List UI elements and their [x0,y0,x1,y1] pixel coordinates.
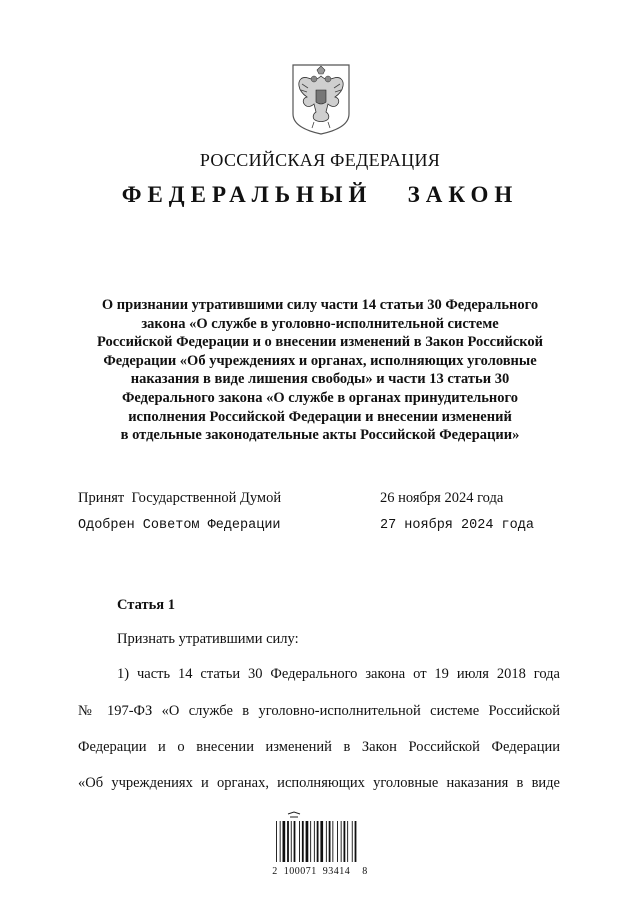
barcode [274,810,368,864]
barcode-bar [310,821,311,862]
barcode-bar [294,821,296,862]
barcode-bar [329,821,331,862]
barcode-bar [337,821,338,862]
article-heading: Статья 1 [117,597,175,613]
article-text-line: «Об учреждениях и органах, исполняющих уголовные наказания в виде [78,775,560,791]
article-intro: Признать утратившими силу: [117,631,299,647]
barcode-bar [280,821,281,862]
state-emblem-icon [290,62,352,136]
barcode-bar [306,821,309,862]
barcode-bar [276,821,277,862]
barcode-bar [344,821,346,862]
barcode-bar [317,821,319,862]
barcode-bar [287,821,289,862]
article-text-line: 1) часть 14 статьи 30 Федерального закона от 19 июля 2018 года [117,666,560,682]
barcode-bar [283,821,286,862]
barcode-bar [291,821,292,862]
country-name: РОССИЙСКАЯ ФЕДЕРАЦИЯ [199,150,441,170]
barcode-bar [299,821,300,862]
adopted-by-duma-label: Принят Государственной Думой [78,490,282,506]
title-line: исполнения Российской Федерации и внесении изменений [128,408,512,425]
barcode-bar [355,821,357,862]
barcode-bar [320,821,323,862]
title-line: Федерации «Об учреждениях и органах, исполняющих уголовные [103,352,537,369]
article-text-line: Федерации и о внесении изменений в Закон Российской Федерации [78,739,560,755]
barcode-bar [341,821,342,862]
document-type: ФЕДЕРАЛЬНЫЙ ЗАКОН [121,182,519,207]
barcode-bar [352,821,353,862]
title-line: в отдельные законодательные акты Российской Федерации» [120,427,520,444]
title-line: наказания в виде лишения свободы» и части 13 статьи 30 [130,371,510,388]
barcode-bar [347,821,348,862]
title-line: О признании утратившими силу части 14 статьи 30 Федерального [101,297,539,313]
article-text-line: № 197-ФЗ «О службе в уголовно-исполнительной системе Российской [78,703,560,719]
adopted-by-duma-date: 26 ноября 2024 года [380,490,504,506]
approved-by-council-label: Одобрен Советом Федерации [78,518,281,533]
title-line: Федерального закона «О службе в органах принудительного [121,389,519,406]
barcode-bar [332,821,333,862]
barcode-logo-icon [288,812,300,817]
barcode-number: 2 100071 93414 8 [272,866,368,877]
barcode-bar [326,821,327,862]
title-line: Российской Федерации и о внесении изменений в Закон Российской [96,334,544,351]
barcode-bar [302,821,304,862]
title-line: закона «О службе в уголовно-исполнительной системе [141,315,499,332]
approved-by-council-date: 27 ноября 2024 года [380,518,534,533]
law-title [70,296,570,445]
barcode-bar [314,821,315,862]
